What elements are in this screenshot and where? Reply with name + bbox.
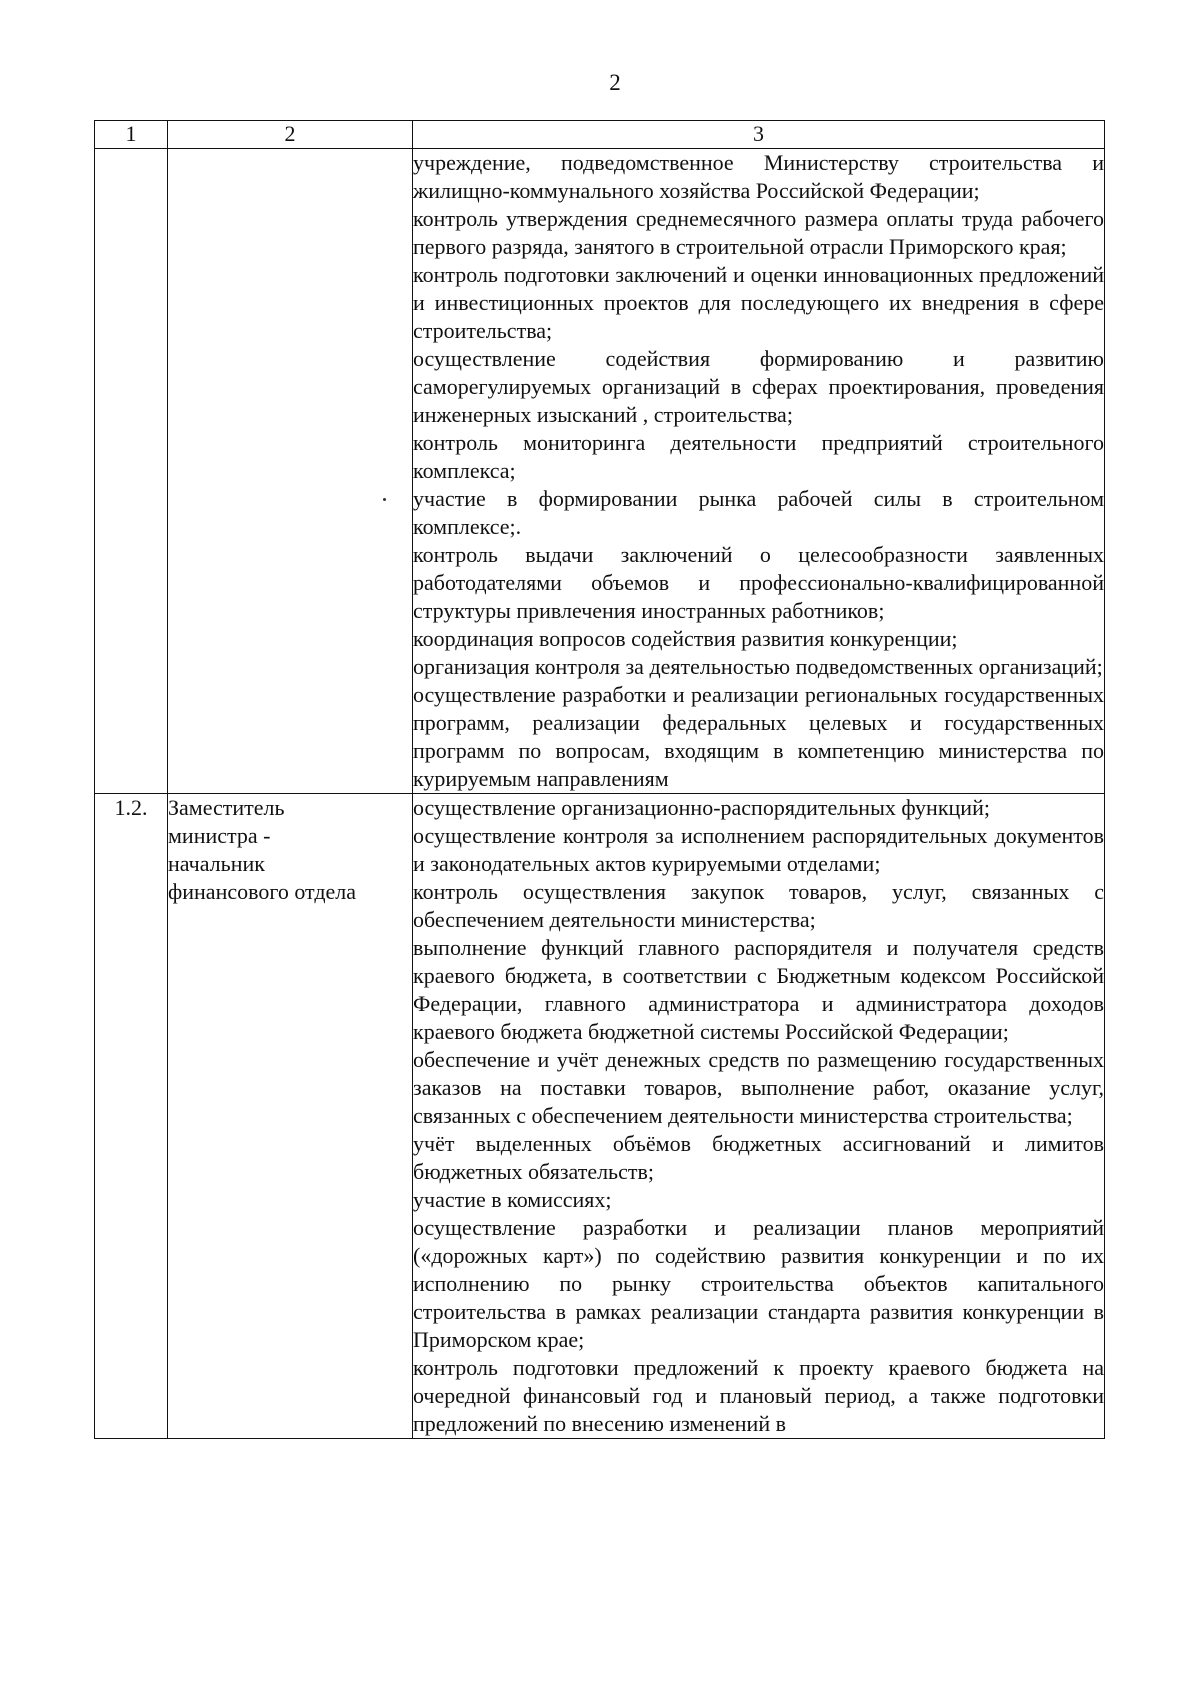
duty-item: выполнение функций главного распорядителя и получателя средств краевого бюджета, в соответствии с Бюджетным кодексом Российской Федерации, главного администратора и администратора доходов краевого бюджета бюджетной системы Российской Федерации; [413, 935, 1104, 1044]
duty-item: участие в комиссиях; [413, 1187, 612, 1212]
duty-item: контроль подготовки заключений и оценки инновационных предложений и инвестиционных проектов для последующего их внедрения в сфере строительства; [413, 262, 1104, 343]
duty-item: осуществление разработки и реализации региональных государственных программ, реализации федеральных целевых и государственных программ по вопросам, входящим в компетенцию министерства по курируемым направлениям [413, 682, 1104, 791]
table-row [95, 149, 1105, 794]
duty-item: контроль выдачи заключений о целесообразности заявленных работодателями объемов и профессионально-квалифицированной структуры привлечения иностранных работников; [413, 542, 1104, 623]
duty-item: контроль мониторинга деятельности предприятий строительного комплекса; [413, 430, 1104, 483]
header-cell-duties: 3 [413, 121, 1105, 149]
row-position-cell [168, 794, 413, 1439]
scan-speck [383, 498, 386, 501]
duty-item: участие в формировании рынка рабочей силы в строительном комплексе;. [413, 486, 1104, 539]
responsibilities-table [94, 120, 1105, 1439]
table-row [95, 794, 1105, 1439]
duty-item: контроль утверждения среднемесячного размера оплаты труда рабочего первого разряда, занятого в строительной отрасли Приморского края; [413, 206, 1104, 259]
duty-item: учреждение, подведомственное Министерству строительства и жилищно-коммунального хозяйства Российской Федерации; [413, 150, 1104, 203]
header-cell-number: 1 [95, 121, 168, 149]
row-number-cell: 1.2. [95, 794, 168, 1439]
duty-item: организация контроля за деятельностью подведомственных организаций; [413, 654, 1103, 679]
table-header-row [95, 121, 1105, 149]
row-duties-cell [413, 794, 1105, 1439]
duty-item: учёт выделенных объёмов бюджетных ассигнований и лимитов бюджетных обязательств; [413, 1131, 1104, 1184]
duty-item: контроль осуществления закупок товаров, услуг, связанных с обеспечением деятельности министерства; [413, 879, 1104, 932]
header-cell-position: 2 [168, 121, 413, 149]
row-number-cell [95, 149, 168, 794]
row-duties-cell [413, 149, 1105, 794]
duty-item: координация вопросов содействия развития конкуренции; [413, 626, 958, 651]
duty-item: контроль подготовки предложений к проекту краевого бюджета на очередной финансовый год и плановый период, а также подготовки предложений по внесению изменений в [413, 1355, 1104, 1436]
row-position-cell [168, 149, 413, 794]
duty-item: осуществление контроля за исполнением распорядительных документов и законодательных актов курируемыми отделами; [413, 823, 1104, 876]
duty-item: осуществление содействия формированию и развитию саморегулируемых организаций в сферах проектирования, проведения инженерных изысканий , строительства; [413, 346, 1104, 427]
duty-item: осуществление разработки и реализации планов мероприятий («дорожных карт») по содействию развития конкуренции и по их исполнению по рынку строительства объектов капитального строительства в рамках реализации стандарта развития конкуренции в Приморском крае; [413, 1215, 1104, 1352]
position-title: Заместитель министра - начальник финансового отдела [168, 795, 357, 904]
page-number: 2 [609, 70, 621, 95]
duty-item: осуществление организационно-распорядительных функций; [413, 795, 990, 820]
duty-item: обеспечение и учёт денежных средств по размещению государственных заказов на поставки товаров, выполнение работ, оказание услуг, связанных с обеспечением деятельности министерства строительства; [413, 1047, 1104, 1128]
